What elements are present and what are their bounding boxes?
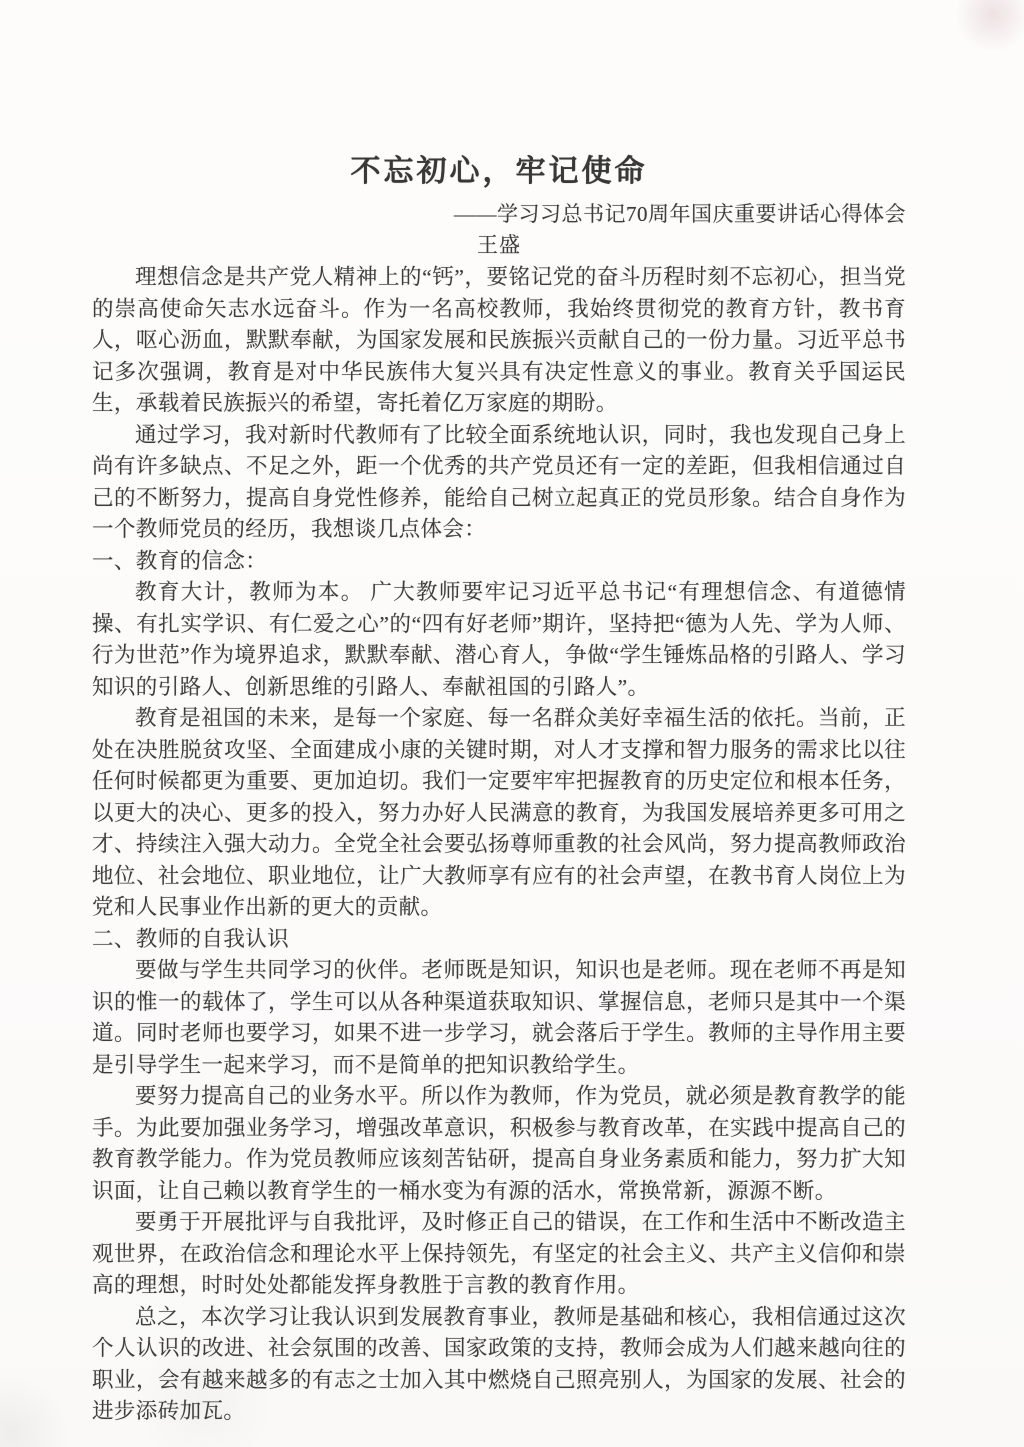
section-2-heading: 二、教师的自我认识: [92, 926, 290, 951]
document-content: [92, 150, 906, 1428]
document-title: 不忘初心，牢记使命: [350, 155, 648, 188]
conclusion-paragraph: 总之，本次学习让我认识到发展教育事业，教师是基础和核心，我相信通过这次个人认识的改进、社会氛围的改善、国家政策的支持，教师会成为人们越来越向往的职业，会有越来越多的有志之士加入其中燃烧自己照亮别人，为国家的发展、社会的进步添砖加瓦。: [92, 1304, 906, 1423]
section-2-paragraph-3: 要勇于开展批评与自我批评，及时修正自己的错误，在工作和生活中不断改造主观世界，在政治信念和理论水平上保持领先，有坚定的社会主义、共产主义信仰和崇高的理想，时时处处都能发挥身教胜于言教的教育作用。: [92, 1210, 906, 1297]
section-1-paragraph-1: 教育大计，教师为本。 广大教师要牢记习近平总书记“有理想信念、有道德情操、有扎实学识、有仁爱之心”的“四有好老师”期许，坚持把“德为人先、学为人师、行为世范”作为境界追求，默默奉献、潜心育人，争做“学生锤炼品格的引路人、学习知识的引路人、创新思维的引路人、奉献祖国的引路人”。: [92, 580, 906, 699]
section-2-paragraph-1: 要做与学生共同学习的伙伴。老师既是知识，知识也是老师。现在老师不再是知识的惟一的载体了，学生可以从各种渠道获取知识、掌握信息，老师只是其中一个渠道。同时老师也要学习，如果不进一步学习，就会落后于学生。教师的主导作用主要是引导学生一起来学习，而不是简单的把知识教给学生。: [92, 958, 906, 1077]
document-body: [92, 262, 906, 1428]
paragraph-intro-1: 理想信念是共产党人精神上的“钙”，要铭记党的奋斗历程时刻不忘初心，担当党的崇高使命矢志水远奋斗。作为一名高校教师，我始终贯彻党的教育方针，教书育人，呕心沥血，默默奉献，为国家发展和民族振兴贡献自己的一份力量。习近平总书记多次强调，教育是对中华民族伟大复兴具有决定性意义的事业。教育关乎国运民生，承载着民族振兴的希望，寄托着亿万家庭的期盼。: [92, 265, 906, 415]
section-2-paragraph-2: 要努力提高自己的业务水平。所以作为教师，作为党员，就必须是教育教学的能手。为此要加强业务学习，增强改革意识，积极参与教育改革，在实践中提高自己的教育教学能力。作为党员教师应该刻苦钻研，提高自身业务素质和能力，努力扩大知识面，让自己赖以教育学生的一桶水变为有源的活水，常换常新，源源不断。: [92, 1084, 906, 1203]
document-subtitle: ——学习习总书记70周年国庆重要讲话心得体会: [454, 202, 906, 226]
section-1-paragraph-2: 教育是祖国的未来，是每一个家庭、每一名群众美好幸福生活的依托。当前，正处在决胜脱贫攻坚、全面建成小康的关键时期，对人才支撑和智力服务的需求比以往任何时候都更为重要、更加迫切。我们一定要牢牢把握教育的历史定位和根本任务，以更大的决心、更多的投入，努力办好人民满意的教育，为我国发展培养更多可用之才、持续注入强大动力。全党全社会要弘扬尊师重教的社会风尚，努力提高教师政治地位、社会地位、职业地位，让广大教师享有应有的社会声望，在教书育人岗位上为党和人民事业作出新的更大的贡献。: [92, 706, 906, 919]
author-name: 王盛: [477, 233, 521, 257]
section-1-heading: 一、教育的信念：: [92, 548, 268, 573]
paragraph-intro-2: 通过学习，我对新时代教师有了比较全面系统地认识，同时，我也发现自己身上尚有许多缺点、不足之外，距一个优秀的共产党员还有一定的差距，但我相信通过自己的不断努力，提高自身党性修养，能给自己树立起真正的党员形象。结合自身作为一个教师党员的经历，我想谈几点体会：: [92, 422, 906, 541]
